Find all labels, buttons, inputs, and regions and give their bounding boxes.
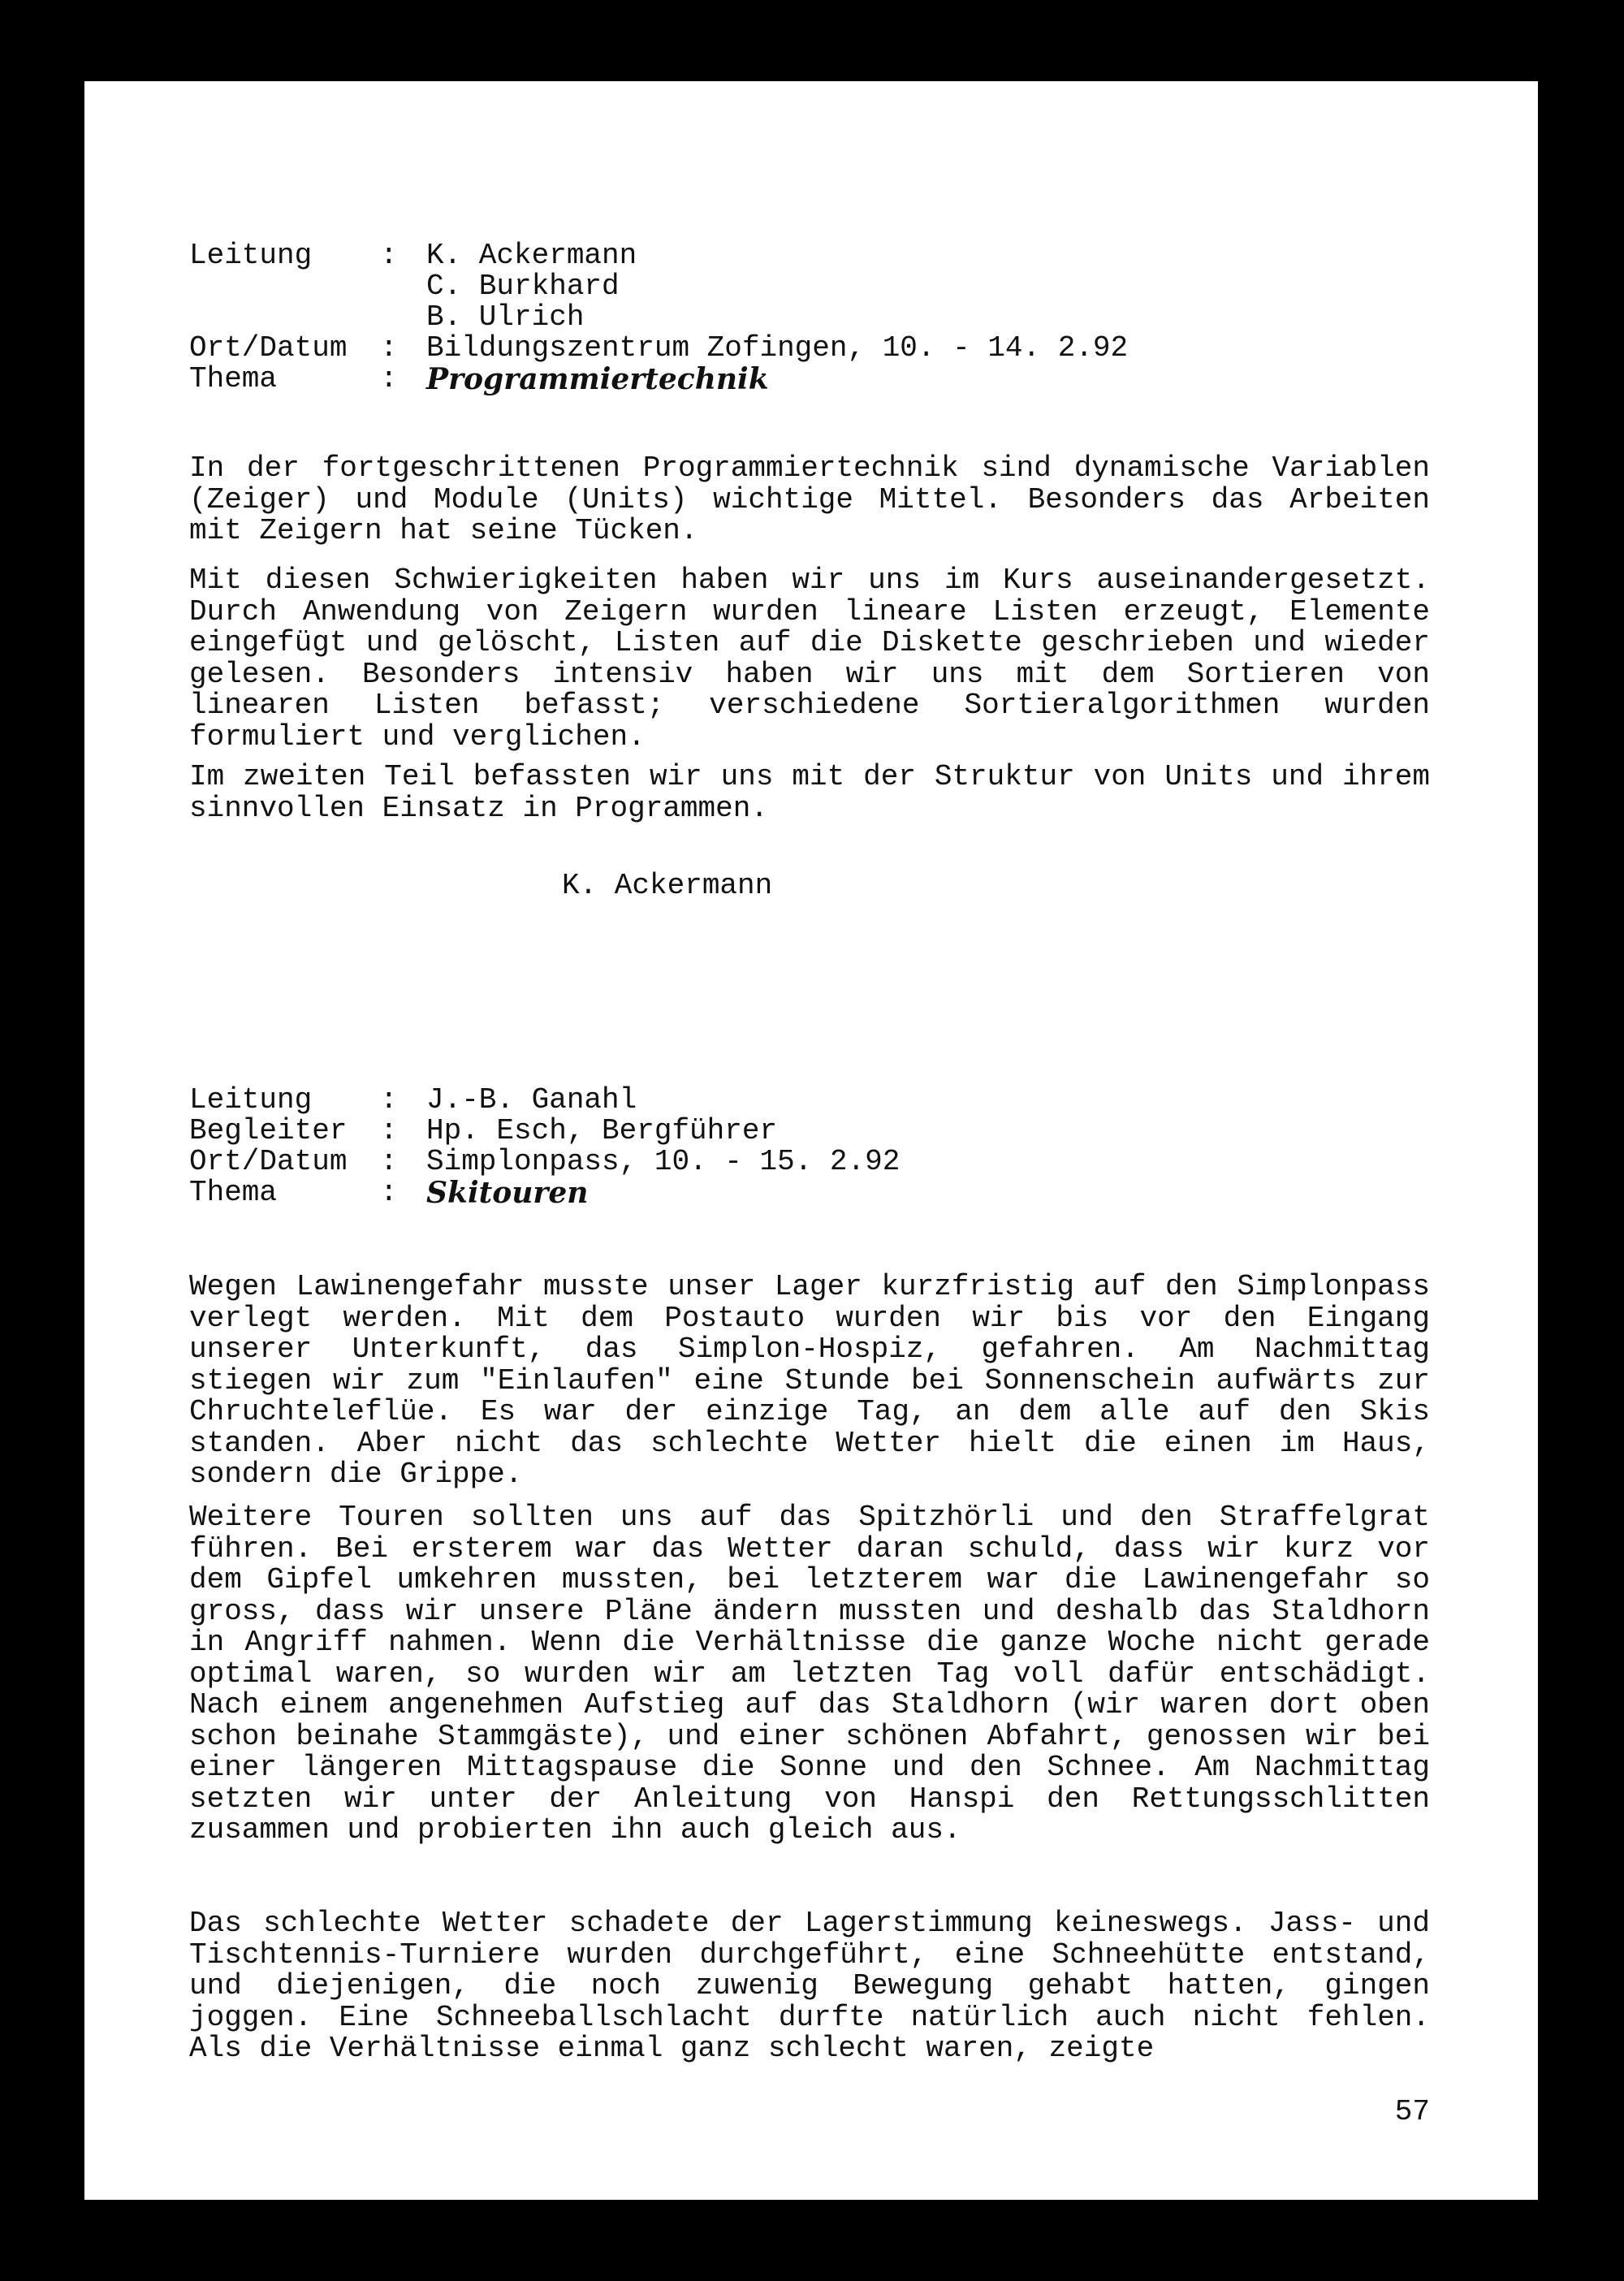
thema-label: Thema	[189, 362, 278, 395]
leitung-value: J.-B. Ganahl	[426, 1083, 637, 1117]
leitung-label: Leitung	[189, 239, 313, 272]
colon: :	[380, 239, 398, 272]
course2-paragraph-3: Das schlechte Wetter schadete der Lagerstimmung keineswegs. Jass- und Tischtennis-Turniere wurden durchgeführt, eine Schneehütte entstand, und diejenigen, die noch zuwenig Bewegung gehabt hatten, gingen joggen. Eine Schneeballschlacht durfte natürlich auch nicht fehlen. Als die Verhältnisse einmal ganz schlecht waren, zeigte	[189, 1907, 1430, 2065]
course1-paragraph-1: In der fortgeschrittenen Programmiertechnik sind dynamische Variablen (Zeiger) und Module (Units) wichtige Mittel. Besonders das Arbeiten mit Zeigern hat seine Tücken.	[189, 451, 1430, 547]
course2-paragraph-1: Wegen Lawinengefahr musste unser Lager kurzfristig auf den Simplonpass verlegt werden. Mit dem Postauto wurden wir bis vor den Eingang unserer Unterkunft, das Simplon-Hospiz, gefahren. Am Nachmittag stiegen wir zum "Einlaufen" eine Stunde bei Sonnenschein aufwärts zur Chruchteleflüe. Es war der einzige Tag, an dem alle auf den Skis standen. Aber nicht das schlechte Wetter hielt die einen im Haus, sondern die Grippe.	[189, 1270, 1430, 1491]
page-number: 57	[1394, 2095, 1430, 2128]
course1-paragraph-2: Mit diesen Schwierigkeiten haben wir uns im Kurs auseinandergesetzt. Durch Anwendung von Zeigern wurden lineare Listen erzeugt, Elemente eingefügt und gelöscht, Listen auf die Diskette geschrieben und wieder gelesen. Besonders intensiv haben wir uns mit dem Sortieren von linearen Listen befasst; verschiedene Sortieralgorithmen wurden formuliert und verglichen.	[189, 564, 1430, 754]
thema-label: Thema	[189, 1176, 278, 1209]
begleiter-value: Hp. Esch, Bergführer	[426, 1114, 778, 1147]
ort-value: Bildungszentrum Zofingen, 10. - 14. 2.92	[426, 331, 1129, 365]
thema-value: Skitouren	[426, 1176, 589, 1210]
colon: :	[380, 1145, 398, 1178]
signature: K. Ackermann	[562, 869, 773, 902]
ort-value: Simplonpass, 10. - 15. 2.92	[426, 1145, 901, 1178]
colon: :	[380, 1176, 398, 1209]
leitung-value-3: B. Ulrich	[426, 300, 585, 334]
colon: :	[380, 331, 398, 365]
course2-paragraph-2: Weitere Touren sollten uns auf das Spitzhörli und den Straffelgrat führen. Bei ersterem war das Wetter daran schuld, dass wir kurz vor dem Gipfel umkehren mussten, bei letzterem war die Lawinengefahr so gross, dass wir unsere Pläne ändern mussten und deshalb das Staldhorn in Angriff nahmen. Wenn die Verhältnisse die ganze Woche nicht gerade optimal waren, so wurden wir am letzten Tag voll dafür entschädigt. Nach einem angenehmen Aufstieg auf das Staldhorn (wir waren dort oben schon beinahe Stammgäste), und einer schönen Abfahrt, genossen wir bei einer längeren Mittagspause die Sonne und den Schnee. Am Nachmittag setzten wir unter der Anleitung von Hanspi den Rettungsschlitten zusammen und probierten ihn auch gleich aus.	[189, 1501, 1430, 1847]
colon: :	[380, 1083, 398, 1117]
leitung-value-1: K. Ackermann	[426, 239, 637, 272]
leitung-label: Leitung	[189, 1083, 313, 1117]
leitung-value-2: C. Burkhard	[426, 270, 620, 303]
document-page	[84, 81, 1538, 2200]
ort-label: Ort/Datum	[189, 331, 348, 365]
ort-label: Ort/Datum	[189, 1145, 348, 1178]
thema-value: Programmiertechnik	[426, 362, 769, 396]
course1-paragraph-3: Im zweiten Teil befassten wir uns mit der Struktur von Units und ihrem sinnvollen Einsatz in Programmen.	[189, 760, 1430, 825]
begleiter-label: Begleiter	[189, 1114, 348, 1147]
colon: :	[380, 1114, 398, 1147]
colon: :	[380, 362, 398, 395]
